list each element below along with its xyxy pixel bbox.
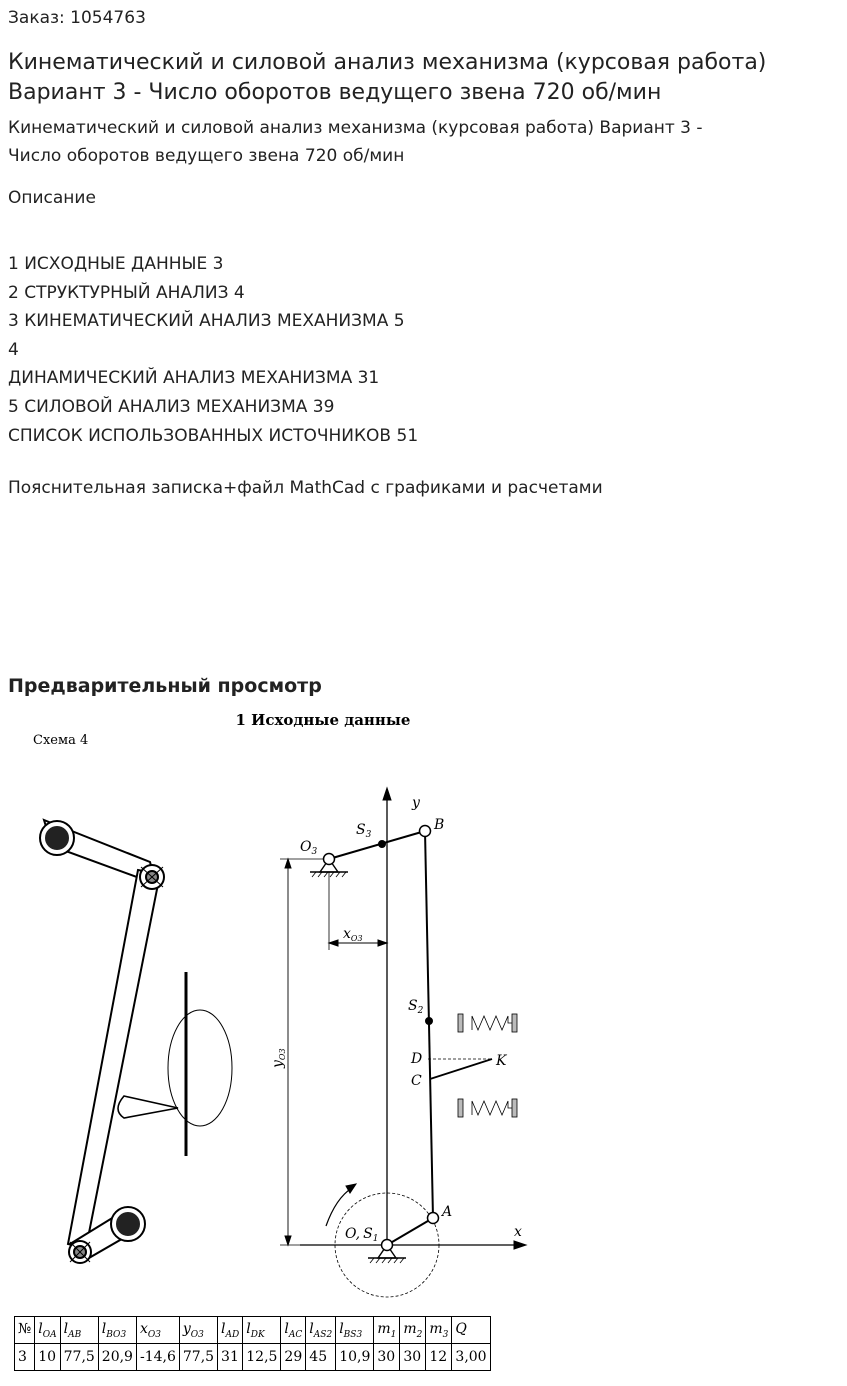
table-cell: 29 xyxy=(281,1344,306,1371)
mechanism-perspective-drawing xyxy=(40,820,232,1263)
table-header-cell: $y_{O3}$ xyxy=(179,1317,217,1344)
table-header-row xyxy=(15,1317,491,1344)
order-number: Заказ: 1054763 xyxy=(8,8,146,28)
label-k: K xyxy=(496,1053,507,1069)
description-note: Пояснительная записка+файл MathCad с графиками и расчетами xyxy=(8,478,603,498)
table-header-cell: $m_2$ xyxy=(400,1317,426,1344)
kinematic-scheme xyxy=(280,788,526,1297)
table-header-cell: $l_{OA}$ xyxy=(35,1317,60,1344)
table-cell: 30 xyxy=(400,1344,426,1371)
upper-spring-damper xyxy=(458,1014,517,1032)
table-row xyxy=(15,1344,491,1371)
table-cell: 10 xyxy=(35,1344,60,1371)
label-a: A xyxy=(442,1204,453,1220)
table-header-cell: Q xyxy=(452,1317,490,1344)
mechanism-drawings xyxy=(0,760,847,1310)
table-header-cell: $m_3$ xyxy=(426,1317,452,1344)
table-cell: 30 xyxy=(374,1344,400,1371)
label-b: B xyxy=(434,817,445,833)
table-header-cell: $m_1$ xyxy=(374,1317,400,1344)
table-of-contents xyxy=(8,250,418,450)
toc-item: 5 СИЛОВОЙ АНАЛИЗ МЕХАНИЗМА 39 xyxy=(8,396,335,417)
table-cell: 31 xyxy=(218,1344,243,1371)
preview-heading: Предварительный просмотр xyxy=(8,675,322,697)
subtitle-line-1: Кинематический и силовой анализ механизма (курсовая работа) Вариант 3 - xyxy=(8,118,703,138)
toc-item: 2 СТРУКТУРНЫЙ АНАЛИЗ 4 xyxy=(8,282,245,303)
subtitle-line-2: Числo оборотов ведущего звена 720 об/мин xyxy=(8,146,405,166)
title-line-2: Вариант 3 - Число оборотов ведущего звена 720 об/мин xyxy=(8,80,662,105)
toc-item: 4 xyxy=(8,339,19,360)
table-cell: 77,5 xyxy=(179,1344,217,1371)
description-label: Описание xyxy=(8,188,96,208)
label-s3: $S_3$ xyxy=(356,822,372,840)
parameters-table xyxy=(14,1316,491,1371)
label-d: D xyxy=(411,1051,423,1067)
label-x-o3: $x_{O3}$ xyxy=(343,926,363,943)
label-y-o3: $y_{O3}$ xyxy=(270,1048,287,1068)
table-header-cell: $l_{AD}$ xyxy=(218,1317,243,1344)
toc-item: 3 КИНЕМАТИЧЕСКИЙ АНАЛИЗ МЕХАНИЗМА 5 xyxy=(8,311,405,332)
table-header-cell: $l_{AS2}$ xyxy=(306,1317,336,1344)
table-header-cell: $l_{BS3}$ xyxy=(336,1317,374,1344)
lower-spring-damper xyxy=(458,1099,517,1117)
label-o-s1: O, $S_1$ xyxy=(345,1226,379,1244)
table-cell: 45 xyxy=(306,1344,336,1371)
table-cell: -14,6 xyxy=(136,1344,179,1371)
label-o3: $O_3$ xyxy=(300,839,318,857)
product-subtitle xyxy=(8,114,703,170)
toc-item: ДИНАМИЧЕСКИЙ АНАЛИЗ МЕХАНИЗМА 31 xyxy=(8,368,380,389)
label-x-axis: x xyxy=(514,1224,522,1240)
page-title xyxy=(8,48,766,108)
title-line-1: Кинематический и силовой анализ механизма (курсовая работа) xyxy=(8,50,767,75)
table-header-cell: $l_{DK}$ xyxy=(243,1317,281,1344)
label-y-axis: y xyxy=(412,795,420,811)
toc-item: 1 ИСХОДНЫЕ ДАННЫЕ 3 xyxy=(8,254,224,274)
table-cell: 12,5 xyxy=(243,1344,281,1371)
document-section-heading: 1 Исходные данные xyxy=(235,711,411,729)
schema-label: Схема 4 xyxy=(33,733,89,748)
table-cell: 10,9 xyxy=(336,1344,374,1371)
table-header-cell: $l_{AB}$ xyxy=(60,1317,98,1344)
toc-item: СПИСОК ИСПОЛЬЗОВАННЫХ ИСТОЧНИКОВ 51 xyxy=(8,425,419,446)
table-cell: 12 xyxy=(426,1344,452,1371)
table-header-cell: $l_{AC}$ xyxy=(281,1317,306,1344)
label-c: C xyxy=(411,1073,422,1089)
label-s2: $S_2$ xyxy=(408,998,424,1016)
table-cell: 77,5 xyxy=(60,1344,98,1371)
table-header-cell: $l_{BO3}$ xyxy=(98,1317,136,1344)
table-header-cell: $x_{O3}$ xyxy=(136,1317,179,1344)
table-cell: 20,9 xyxy=(98,1344,136,1371)
table-cell: 3,00 xyxy=(452,1344,490,1371)
scheme-labels xyxy=(270,795,522,1244)
table-header-cell: № xyxy=(15,1317,35,1344)
table-cell: 3 xyxy=(15,1344,35,1371)
